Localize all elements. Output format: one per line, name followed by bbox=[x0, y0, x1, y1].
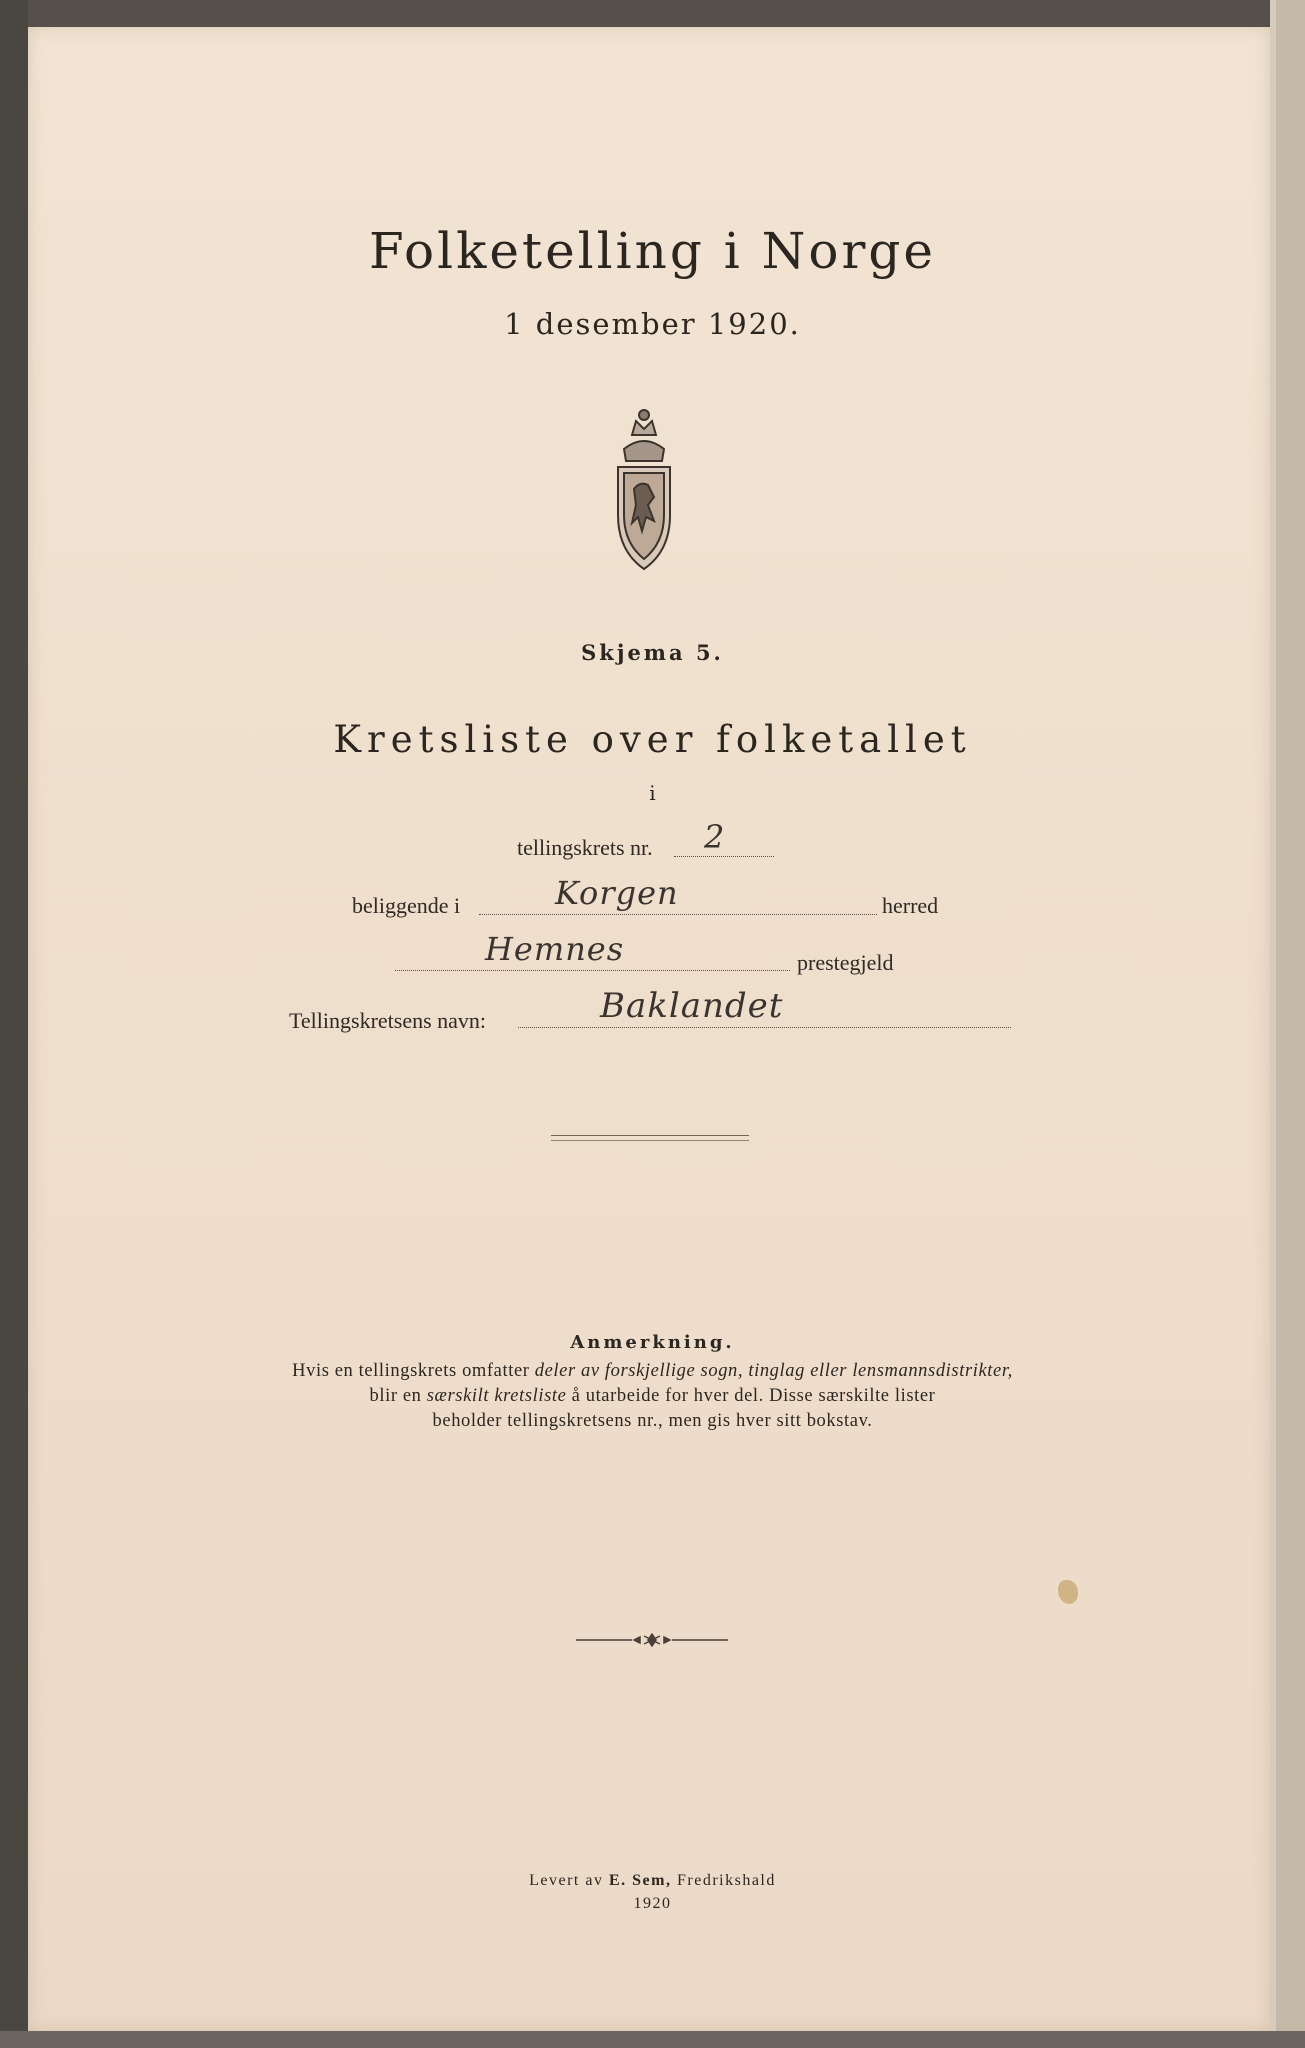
note-line-2-text-a: blir en bbox=[369, 1386, 427, 1406]
paper-stain bbox=[1058, 1580, 1078, 1604]
note-line-2-text-b: å utarbeide for hver del. Disse særskilte lister bbox=[566, 1386, 936, 1406]
form-subtitle: Kretsliste over folketallet bbox=[333, 718, 972, 761]
krets-label: tellingskrets nr. bbox=[517, 835, 653, 860]
krets-value: 2 bbox=[704, 818, 726, 856]
note-heading: Anmerkning. bbox=[570, 1332, 735, 1353]
document-title: Folketelling i Norge bbox=[369, 222, 936, 280]
note-line-2 bbox=[0, 1385, 1305, 1408]
note-line-2-emphasis: særskilt kretsliste bbox=[426, 1386, 567, 1406]
beliggende-value: Korgen bbox=[555, 874, 679, 912]
ornament-divider-icon bbox=[576, 1633, 728, 1647]
note-line-1-emphasis: deler av forskjellige sogn, tinglag eller lensmannsdistrikter, bbox=[534, 1361, 1013, 1381]
scan-border-bottom bbox=[0, 2031, 1305, 2048]
census-date: 1 desember 1920. bbox=[504, 307, 801, 341]
schema-number: Skjema 5. bbox=[581, 640, 724, 665]
scan-border-top bbox=[0, 0, 1305, 27]
printer-place: Fredrikshald bbox=[671, 1872, 776, 1889]
printer-prefix: Levert av bbox=[529, 1872, 609, 1889]
herred-label: herred bbox=[882, 893, 939, 918]
prestegjeld-label: prestegjeld bbox=[797, 950, 894, 975]
note-line-1-text: Hvis en tellingskrets omfatter bbox=[292, 1361, 535, 1381]
divider-rule bbox=[551, 1135, 749, 1136]
printer-name: E. Sem, bbox=[608, 1872, 672, 1889]
print-year: 1920 bbox=[633, 1895, 672, 1912]
connector-word: i bbox=[649, 781, 656, 805]
note-line-3: beholder tellingskretsens nr., men gis hver sitt bokstav. bbox=[432, 1411, 873, 1431]
navn-label: Tellingskretsens navn: bbox=[289, 1008, 487, 1033]
beliggende-label: beliggende i bbox=[352, 893, 461, 918]
prestegjeld-value: Hemnes bbox=[485, 930, 625, 968]
navn-value: Baklandet bbox=[600, 986, 784, 1026]
note-line-1 bbox=[0, 1360, 1305, 1383]
printer-credit bbox=[0, 1872, 1305, 1890]
norwegian-coat-of-arms-icon bbox=[596, 405, 692, 573]
divider-rule-secondary bbox=[551, 1140, 749, 1141]
